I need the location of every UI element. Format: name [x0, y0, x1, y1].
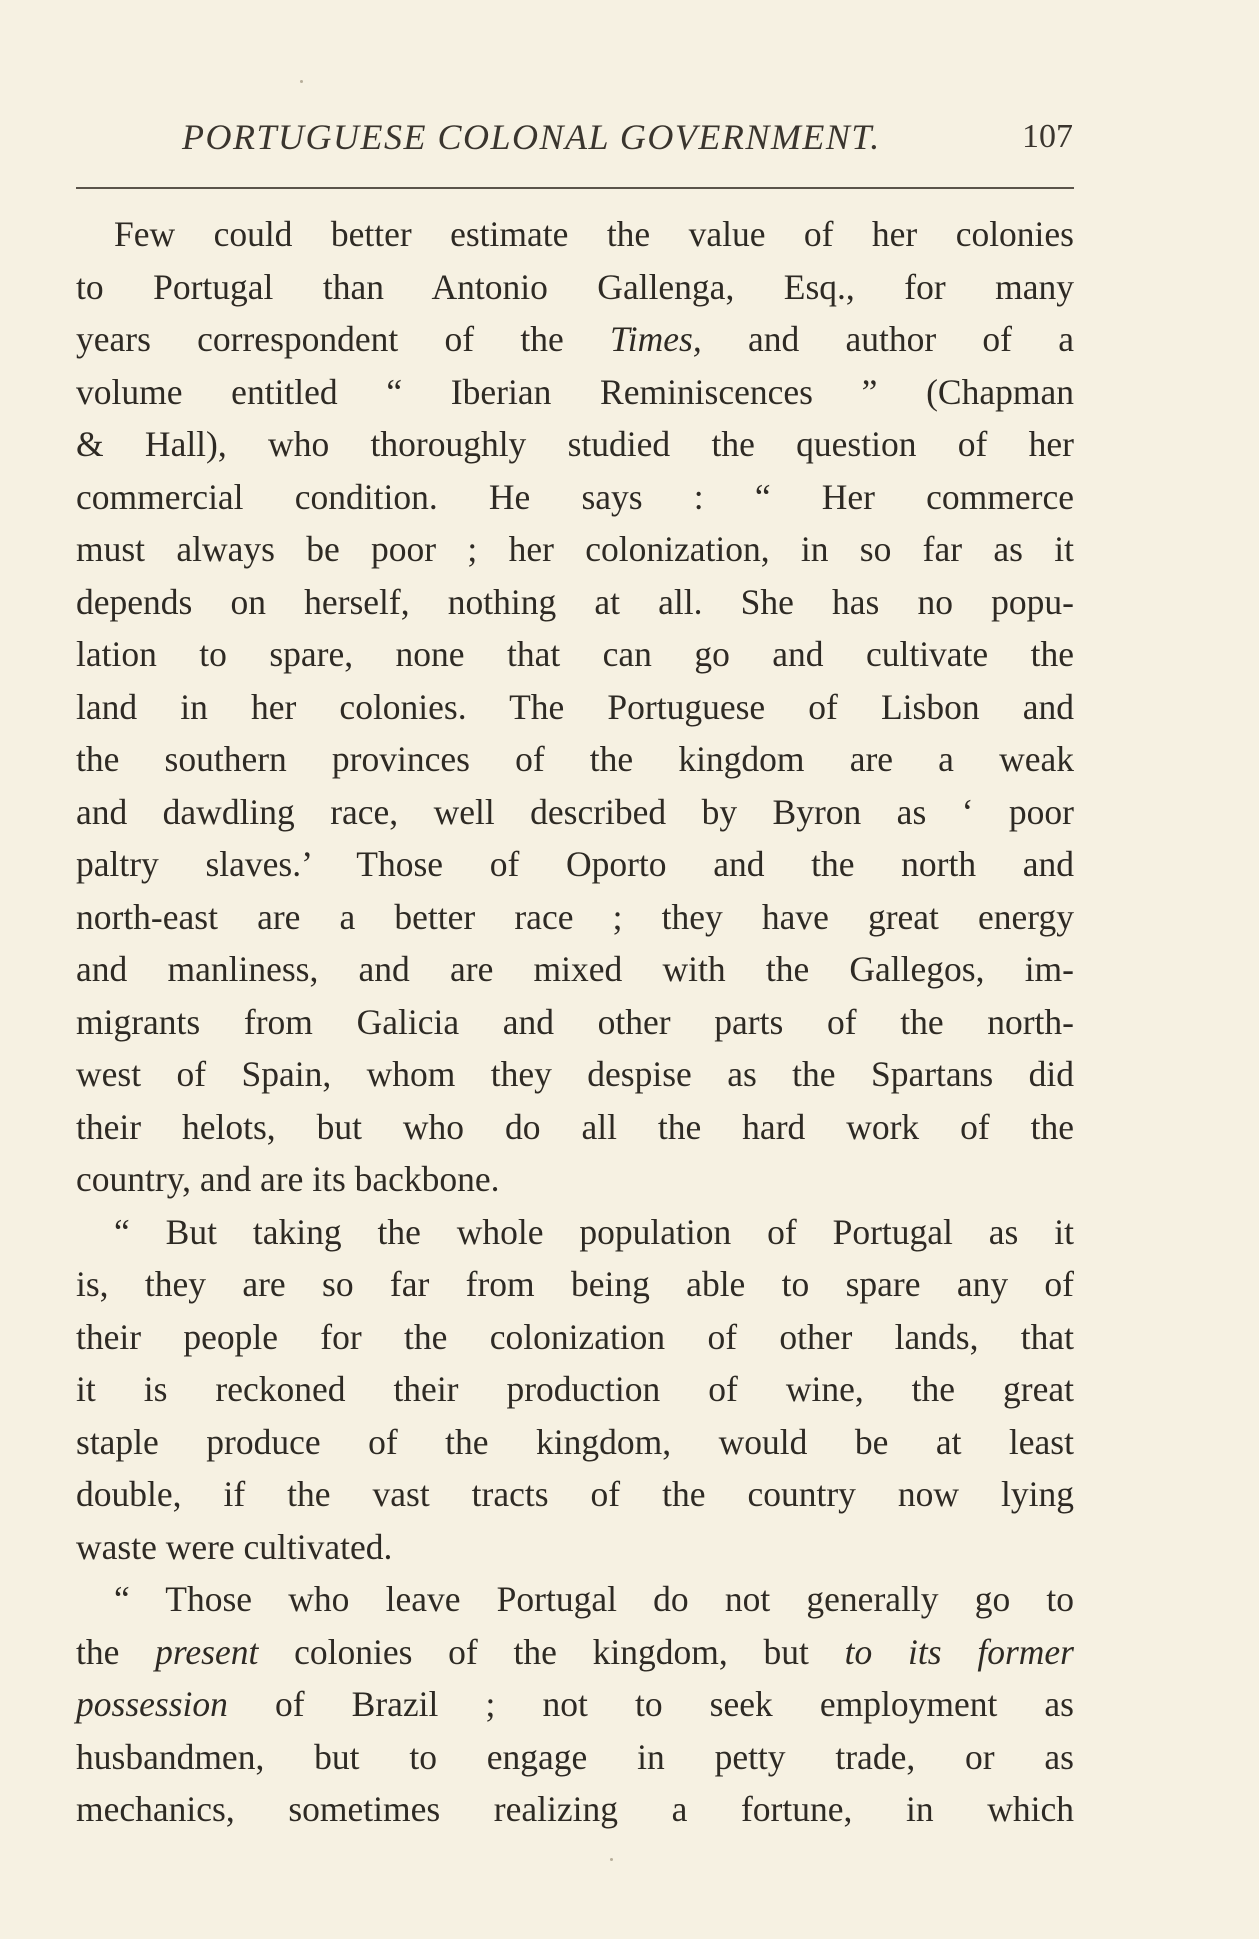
text-run: years correspondent of the — [76, 319, 610, 359]
header-rule — [76, 187, 1074, 189]
text-line — [76, 313, 1074, 366]
text-line — [76, 1416, 1074, 1469]
text-line — [76, 681, 1074, 734]
text-run: and dawdling race, well described by Byron as ‘ poor — [76, 791, 1074, 832]
body-text — [76, 208, 1074, 1836]
text-run: it is reckoned their production of wine, the great — [76, 1369, 1074, 1409]
text-line — [76, 1678, 1074, 1731]
text-line — [76, 733, 1074, 786]
text-run: must always be poor ; her colonization, in so far as it — [76, 529, 1074, 569]
text-line — [76, 996, 1074, 1049]
text-line — [76, 628, 1074, 681]
text-run: to Portugal than Antonio Gallenga, Esq., for many — [76, 266, 1074, 307]
text-run: staple produce of the kingdom, would be at least — [76, 1421, 1074, 1462]
text-run: their people for the colonization of other lands, that — [76, 1316, 1074, 1357]
text-line — [76, 1626, 1074, 1679]
text-run: land in her colonies. The Portuguese of Lisbon and — [76, 686, 1074, 727]
text-line — [76, 1101, 1074, 1154]
italic-text: possession — [76, 1684, 228, 1724]
text-line — [76, 366, 1074, 419]
running-head-title: PORTUGUESE COLONAL GOVERNMENT. — [182, 117, 881, 157]
italic-text: to its former — [844, 1631, 1074, 1672]
text-line — [76, 1468, 1074, 1521]
italic-text: present — [155, 1631, 259, 1672]
text-run: and manliness, and are mixed with the Gallegos, im- — [76, 949, 1074, 989]
text-line — [76, 523, 1074, 576]
text-line — [76, 1153, 1074, 1206]
text-line — [76, 786, 1074, 839]
text-run: paltry slaves.’ Those of Oporto and the north and — [76, 844, 1074, 884]
text-line — [76, 1573, 1074, 1626]
text-run: migrants from Galicia and other parts of the north- — [76, 1001, 1074, 1042]
text-run: of Brazil ; not to seek employment as — [227, 1684, 1074, 1724]
text-line — [76, 576, 1074, 629]
page-number: 107 — [1022, 118, 1073, 155]
text-line — [76, 1363, 1074, 1416]
text-line — [76, 838, 1074, 891]
text-line — [76, 1731, 1074, 1784]
text-line — [76, 1521, 1074, 1574]
text-run: their helots, but who do all the hard work of the — [76, 1106, 1074, 1147]
text-line — [76, 943, 1074, 996]
text-run: the — [76, 1631, 156, 1672]
text-line — [76, 418, 1074, 471]
text-run: “ Those who leave Portugal do not generally go to — [114, 1579, 1074, 1619]
text-line — [76, 891, 1074, 944]
text-run: and author of a — [701, 319, 1075, 359]
text-run: colonies of the kingdom, but — [258, 1631, 845, 1672]
text-line — [76, 1311, 1074, 1364]
text-line — [76, 1258, 1074, 1311]
text-run: depends on herself, nothing at all. She has no popu- — [76, 581, 1074, 622]
text-run: north-east are a better race ; they have great energy — [76, 896, 1074, 937]
text-run: “ But taking the whole population of Portugal as it — [114, 1211, 1074, 1252]
text-run: Few could better estimate the value of her colonies — [114, 214, 1074, 254]
text-run: volume entitled “ Iberian Reminiscences ” (Chapman — [76, 371, 1074, 412]
text-run: double, if the vast tracts of the country now lying — [76, 1474, 1074, 1514]
text-run: husbandmen, but to engage in petty trade, or as — [76, 1736, 1074, 1777]
text-run: country, and are its backbone. — [76, 1159, 500, 1199]
italic-text: Times, — [609, 319, 702, 359]
text-line — [76, 1206, 1074, 1259]
text-run: commercial condition. He says : “ Her commerce — [76, 476, 1074, 517]
text-run: west of Spain, whom they despise as the Spartans did — [76, 1054, 1074, 1094]
text-line — [76, 471, 1074, 524]
text-run: lation to spare, none that can go and cultivate the — [76, 634, 1074, 674]
paper-speck-top — [300, 80, 303, 83]
text-run: waste were cultivated. — [76, 1526, 393, 1567]
text-run: the southern provinces of the kingdom are a weak — [76, 739, 1074, 779]
text-line — [76, 1783, 1074, 1836]
text-run: mechanics, sometimes realizing a fortune, in which — [76, 1789, 1074, 1829]
text-run: & Hall), who thoroughly studied the question of her — [76, 424, 1074, 464]
text-line — [76, 261, 1074, 314]
text-line — [76, 1048, 1074, 1101]
paper-speck-bottom — [610, 1858, 613, 1861]
text-run: is, they are so far from being able to spare any of — [76, 1264, 1074, 1304]
text-line — [76, 208, 1074, 261]
